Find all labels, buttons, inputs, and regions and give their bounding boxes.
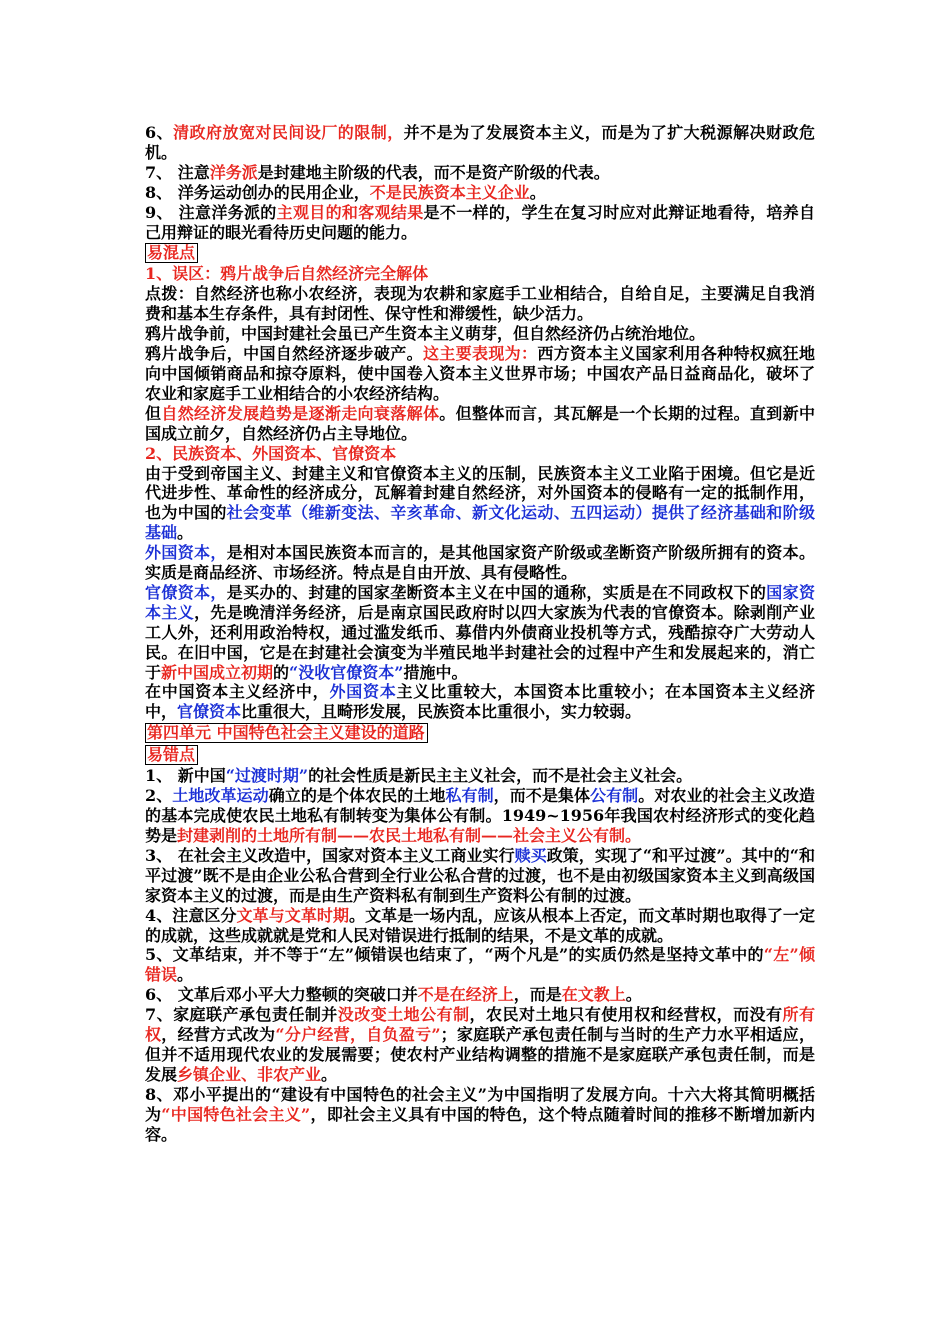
paragraph-before-war: 鸦片战争前，中国封建社会虽已产生资本主义萌芽，但自然经济仍占统治地位。 [145, 324, 706, 344]
highlight-blue: 赎买 [514, 845, 547, 865]
highlight-blue: “过渡时期” [225, 766, 309, 786]
highlight-red: 没改变土地公有制 [337, 1005, 470, 1025]
highlight-red: “中国特色社会主义” [161, 1104, 311, 1124]
highlight-blue: 国家资本主义 [145, 582, 815, 622]
paragraph-6: 6、清政府放宽对民间设厂的限制，并不是为了发展资本主义，而是为了扩大税源解决财政危机。 [145, 123, 815, 162]
highlight-red: 这主要表现为： [422, 344, 538, 364]
highlight-blue: 公有制 [590, 786, 639, 806]
paragraph-9: 9、 注意洋务派的主观目的和客观结果是不一样的，学生在复习时应对此辩证地看待，培养自己用辩证的眼光看待历史问题的能力。 [145, 202, 815, 242]
paragraph-after-war: 鸦片战争后，中国自然经济逐步破产。这主要表现为：西方资本主义国家利用各种特权疯狂地向中国倾销商品和掠夺原料，使中国卷入资本主义世界市场；中国农产品日益商品化，破坏了农业和家庭手工业相结合的小农经济结构。 [145, 344, 815, 403]
paragraph-trend: 但自然经济发展趋势是逐渐走向衰落解体。但整体而言，其瓦解是一个长期的过程。直到新中国成立前夕，自然经济仍占主导地位。 [145, 403, 815, 443]
section-box-unit4 [145, 722, 815, 744]
highlight-red: 不是民族资本主义企业 [369, 182, 530, 202]
paragraph-8: 8、 洋务运动创办的民用企业，不是民族资本主义企业。 [145, 182, 546, 202]
highlight-red: 清政府放宽对民间设厂的限制， [173, 123, 404, 142]
highlight-red: 在文教上 [561, 985, 626, 1005]
highlight-blue: 官僚资本 [177, 702, 242, 722]
highlight-red: 所有权 [145, 1005, 815, 1045]
boxed-heading: 易混点 [145, 243, 198, 263]
heading-misconception: 1、误区：鸦片战争后自然经济完全解体 [145, 264, 429, 284]
highlight-blue: 外国资本， [145, 543, 227, 563]
paragraph-error-4: 4、注意区分文革与文革时期。文革是一场内乱，应该从根本上否定，而文革时期也取得了一定的成就，这些成就就是党和人民对错误进行抵制的结果，不是文革的成就。 [145, 905, 815, 945]
paragraph-error-8: 8、邓小平提出的“建设有中国特色的社会主义”为中国指明了发展方向。十六大将其简明概括为“中国特色社会主义”，即社会主义具有中国的特色，这个特点随着时间的推移不断增加新内容。 [145, 1084, 815, 1144]
highlight-blue: 私有制 [445, 786, 494, 806]
highlight-blue: 社会变革（维新变法、辛亥革命、新文化运动、五四运动）提供了经济基础和阶级基础 [145, 503, 815, 543]
highlight-red: 自然经济发展趋势是逐渐走向衰落解体 [161, 403, 440, 423]
paragraph-foreign-capital: 外国资本，是相对本国民族资本而言的，是其他国家资产阶级或垄断资产阶级所拥有的资本。实质是商品经济、市场经济。特点是自由开放、具有侵略性。 [145, 543, 815, 583]
heading-capital-types: 2、民族资本、外国资本、官僚资本 [145, 443, 397, 463]
section-box-error-prone [145, 744, 815, 766]
highlight-blue: 土地改革运动 [172, 786, 269, 806]
paragraph-7: 7、 注意洋务派是封建地主阶级的代表，而不是资产阶级的代表。 [145, 162, 610, 182]
paragraph-error-3: 3、 在社会主义改造中，国家对资本主义工商业实行赎买政策，实现了“和平过渡”。其中的“和平过渡”既不是由企业公私合营到全行业公私合营的过渡，也不是由初级国家资本主义到高级国家资本主义的过渡，而是由生产资料私有制到生产资料公有制的过渡。 [145, 845, 815, 905]
highlight-red: 洋务派 [209, 162, 258, 182]
highlight-red: “分户经营，自负盈亏” [275, 1025, 441, 1045]
boxed-heading: 第四单元 中国特色社会主义建设的道路 [145, 723, 428, 743]
highlight-blue: “没收官僚资本” [289, 662, 404, 682]
document-page [145, 123, 815, 1145]
highlight-red: 主观目的和客观结果 [276, 202, 424, 222]
highlight-blue: 官僚资本， [145, 582, 227, 602]
highlight-red: 文革与文革时期 [236, 905, 350, 925]
paragraph-error-5: 5、文革结束，并不等于“左”倾错误也结束了，“两个凡是”的实质仍然是坚持文革中的“左”倾错误。 [145, 945, 815, 985]
highlight-red: 不是在经济上 [417, 985, 514, 1005]
paragraph-national-capital: 由于受到帝国主义、封建主义和官僚资本主义的压制，民族资本主义工业陷于困境。但它是近代进步性、革命性的经济成分，瓦解着封建自然经济，对外国资本的侵略有一定的抵制作用，也为中国的社会变革（维新变法、辛亥革命、新文化运动、五四运动）提供了经济基础和阶级基础。 [145, 463, 815, 543]
boxed-heading: 易错点 [145, 745, 198, 765]
paragraph-error-2: 2、土地改革运动确立的是个体农民的土地私有制，而不是集体公有制。对农业的社会主义改造的基本完成使农民土地私有制转变为集体公有制。1949~1956年我国农村经济形式的变化趋势是封建剥削的土地所有制——农民土地私有制——社会主义公有制。 [145, 786, 815, 845]
paragraph-capital-proportion: 在中国资本主义经济中，外国资本主义比重较大，本国资本比重较小；在本国资本主义经济中，官僚资本比重很大，且畸形发展，民族资本比重很小，实力较弱。 [145, 682, 815, 722]
highlight-red: 封建剥削的土地所有制——农民土地私有制——社会主义公有制。 [177, 826, 642, 845]
highlight-red: 新中国成立初期 [161, 662, 274, 682]
paragraph-bureaucratic-capital: 官僚资本，是买办的、封建的国家垄断资本主义在中国的通称，实质是在不同政权下的国家资本主义，先是晚清洋务经济，后是南京国民政府时以四大家族为代表的官僚资本。除剥削产业工人外，还利用政治特权，通过滥发纸币、募借内外债商业投机等方式，残酷掠夺广大劳动人民。在旧中国，它是在封建社会演变为半殖民地半封建社会的过程中产生和发展起来的，消亡于新中国成立初期的“没收官僚资本”措施中。 [145, 582, 815, 682]
section-box-confusing [145, 242, 815, 264]
highlight-red: 乡镇企业、非农产业 [177, 1064, 322, 1084]
paragraph-error-7: 7、家庭联产承包责任制并没改变土地公有制，农民对土地只有使用权和经营权，而没有所有权，经营方式改为“分户经营，自负盈亏”；家庭联产承包责任制与当时的生产力水平相适应，但并不适用现代农业的发展需要；使农村产业结构调整的措施不是家庭联产承包责任制，而是发展乡镇企业、非农产业。 [145, 1005, 815, 1084]
paragraph-error-1: 1、 新中国“过渡时期”的社会性质是新民主主义社会，而不是社会主义社会。 [145, 766, 693, 786]
highlight-blue: 外国资本 [329, 682, 397, 702]
paragraph-error-6: 6、 文革后邓小平大力整顿的突破口并不是在经济上，而是在文教上。 [145, 985, 642, 1005]
paragraph-explanation: 点拨：自然经济也称小农经济，表现为农耕和家庭手工业相结合，自给自足，主要满足自我消费和基本生存条件，具有封闭性、保守性和滞缓性，缺少活力。 [145, 284, 815, 324]
highlight-red: “左”倾错误 [145, 945, 815, 985]
